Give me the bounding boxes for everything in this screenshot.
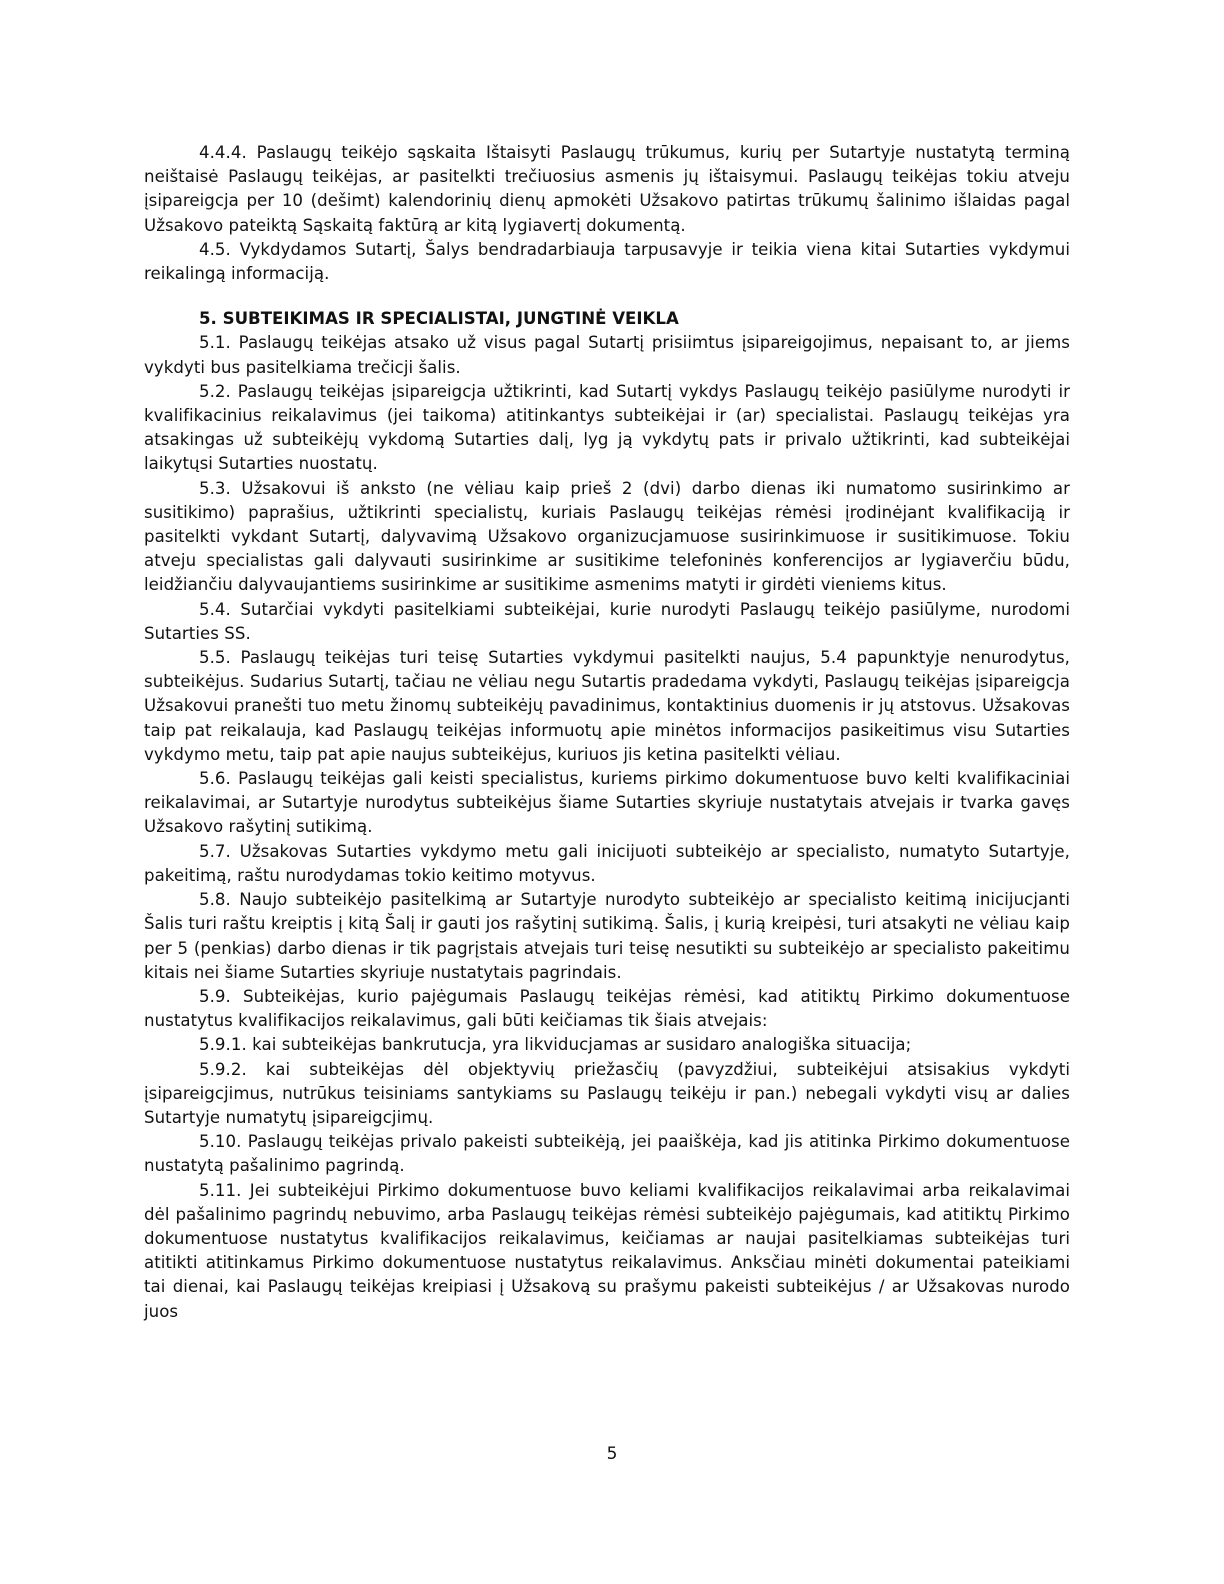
paragraph-5-11: 5.11. Jei subteikėjui Pirkimo dokumentuose buvo keliami kvalifikacijos reikalavimai arba reikalavimai dėl pašalinimo pagrindų nebuvimo, arba Paslaugų teikėjas rėmėsi subteikėjo pajėgumais, kad atitiktų Pirkimo dokumentuose nustatytus kvalifikacijos reikalavimus, keičiamas ar naujai pasitelkiamas subteikėjas turi atitikti atitinkamus Pirkimo dokumentuose nustatytus reikalavimus. Anksčiau minėti dokumentai pateikiami tai dienai, kai Paslaugų teikėjas kreipiasi į Užsakovą su prašymu pakeisti subteikėjus / ar Užsakovas nurodo juos [144,1180,1070,1321]
paragraph-5-9-2: 5.9.2. kai subteikėjas dėl objektyvių priežasčių (pavyzdžiui, subteikėjui atsisakius vykdyti įsipareigcjimus, nutrūkus teisiniams santykiams su Paslaugų teikėju ir pan.) nebegali vykdyti visų ar dalies Sutartyje numatytų įsipareigcjimų. [144,1059,1070,1127]
page-number: 5 [606,1444,618,1464]
paragraph-5-3: 5.3. Užsakovui iš anksto (ne vėliau kaip prieš 2 (dvi) darbo dienas iki numatomo susirinkimo ar susitikimo) paprašius, užtikrinti specialistų, kuriais Paslaugų teikėjas rėmėsi įrodinėjant kvalifikaciją ir pasitelkti vykdant Sutartį, dalyvavimą Užsakovo organizucjamuose susirinkimuose ir susitikimuose. Tokiu atveju specialistas gali dalyvauti susirinkime ar susitikime telefoninės konferencijos ar lygiaverčiu būdu, leidžiančiu dalyvaujantiems susirinkime ar susitikime asmenims matyti ir girdėti vieniems kitus. [144,478,1070,595]
paragraph-5-8: 5.8. Naujo subteikėjo pasitelkimą ar Sutartyje nurodyto subteikėjo ar specialisto keitimą inicijucjanti Šalis turi raštu kreiptis į kitą Šalį ir gauti jos rašytinį sutikimą. Šalis, į kurią kreipėsi, turi atsakyti ne vėliau kaip per 5 (penkias) darbo dienas ir tik pagrįstais atvejais turi teisę nesutikti su subteikėjo ar specialisto pakeitimu kitais nei šiame Sutarties skyriuje nustatytais pagrindais. [144,890,1070,982]
paragraph-4-4-4: 4.4.4. Paslaugų teikėjo sąskaita Ištaisyti Paslaugų trūkumus, kurių per Sutartyje nustatytą terminą neištaisė Paslaugų teikėjas, ar pasitelkti trečiuosius asmenis jų ištaisymui. Paslaugų teikėjas tokiu atveju įsipareigcja per 10 (dešimt) kalendorinių dienų apmokėti Užsakovo patirtas trūkumų šalinimo išlaidas pagal Užsakovo pateiktą Sąskaitą faktūrą ar kitą lygiavertį dokumentą. [144,143,1070,235]
paragraph-5-6: 5.6. Paslaugų teikėjas gali keisti specialistus, kuriems pirkimo dokumentuose buvo kelti kvalifikaciniai reikalavimai, ar Sutartyje nurodytus subteikėjus šiame Sutarties skyriuje nustatytais atvejais ir tvarka gavęs Užsakovo rašytinį sutikimą. [144,769,1070,837]
paragraph-4-5: 4.5. Vykdydamos Sutartį, Šalys bendradarbiauja tarpusavyje ir teikia viena kitai Sutarties vykdymui reikalingą informaciją. [144,239,1070,284]
paragraph-5-10: 5.10. Paslaugų teikėjas privalo pakeisti subteikėją, jei paaiškėja, kad jis atitinka Pirkimo dokumentuose nustatytą pašalinimo pagrindą. [144,1132,1070,1176]
document-page [144,141,1070,1324]
paragraph-5-1: 5.1. Paslaugų teikėjas atsako už visus pagal Sutartį prisiimtus įsipareigojimus, nepaisant to, ar jiems vykdyti bus pasitelkiama trečicji šalis. [144,333,1070,377]
section-heading: 5. SUBTEIKIMAS IR SPECIALISTAI, JUNGTINĖ VEIKLA [199,309,679,329]
paragraph-5-9-1: 5.9.1. kai subteikėjas bankrutucja, yra likviducjamas ar susidaro analogiška situacija; [199,1035,912,1055]
paragraph-5-2: 5.2. Paslaugų teikėjas įsipareigcja užtikrinti, kad Sutartį vykdys Paslaugų teikėjo pasiūlyme nurodyti ir kvalifikacinius reikalavimus (jei taikoma) atitinkantys subteikėjai ir (ar) specialistai. Paslaugų teikėjas yra atsakingas už subteikėjų vykdomą Sutarties dalį, lyg ją vykdytų pats ir privalo užtikrinti, kad subteikėjai laikytųsi Sutarties nuostatų. [144,381,1070,474]
paragraph-5-9: 5.9. Subteikėjas, kurio pajėgumais Paslaugų teikėjas rėmėsi, kad atitiktų Pirkimo dokumentuose nustatytus kvalifikacijos reikalavimus, gali būti keičiamas tik šiais atvejais: [144,986,1070,1031]
paragraph-5-4: 5.4. Sutarčiai vykdyti pasitelkiami subteikėjai, kurie nurodyti Paslaugų teikėjo pasiūlyme, nurodomi Sutarties SS. [144,599,1070,643]
paragraph-5-5: 5.5. Paslaugų teikėjas turi teisę Sutarties vykdymui pasitelkti naujus, 5.4 papunktyje nenurodytus, subteikėjus. Sudarius Sutartį, tačiau ne vėliau negu Sutartis pradedama vykdyti, Paslaugų teikėjas įsipareigcja Užsakovui pranešti tuo metu žinomų subteikėjų pavadinimus, kontaktinius duomenis ir jų atstovus. Užsakovas taip pat reikalauja, kad Paslaugų teikėjas informuotų apie minėtos informacijos pasikeitimus visu Sutarties vykdymo metu, taip pat apie naujus subteikėjus, kuriuos jis ketina pasitelkti vėliau. [144,648,1070,764]
paragraph-5-7: 5.7. Užsakovas Sutarties vykdymo metu gali inicijuoti subteikėjo ar specialisto, numatyto Sutartyje, pakeitimą, raštu nurodydamas tokio keitimo motyvus. [144,841,1070,885]
